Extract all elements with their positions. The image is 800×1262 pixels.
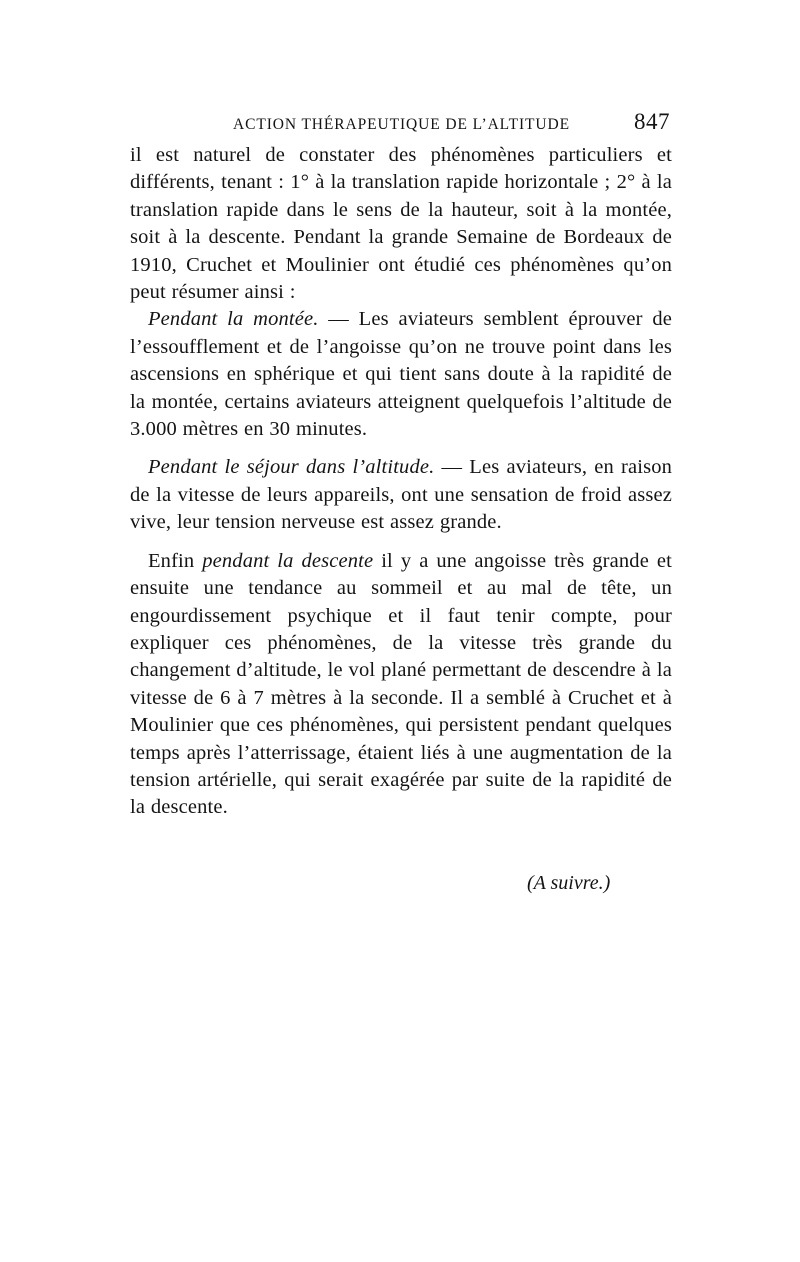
paragraph-1-text: il est naturel de constater des phénomènes particuliers et différents, tenant : 1° à la translation rapide horizontale ; 2° à la translation rapide dans le sens de la hauteur, soit à la montée, soit à la descente. Pendant la grande Semaine de Bordeaux de 1910, Cruchet et Moulinier ont étudié ces phénomènes qu’on peut résumer ainsi :	[130, 144, 672, 304]
paragraph-4-heading: pendant la descente	[202, 549, 374, 572]
paragraph-3-text: — Les aviateurs, en raison de la vitesse de leurs appareils, ont une sensation de froid assez vive, leur tension nerveuse est assez grande.	[130, 456, 673, 534]
paragraph-2-heading: Pendant la montée.	[148, 308, 319, 331]
running-title: ACTION THÉRAPEUTIQUE DE L’ALTITUDE	[233, 116, 570, 133]
paragraph-3-heading: Pendant le séjour dans l’altitude.	[148, 456, 435, 479]
continuation-note: (A suivre.)	[527, 872, 611, 894]
body-text	[130, 142, 672, 822]
paragraph-1	[130, 142, 672, 306]
paragraph-2	[130, 306, 672, 443]
paragraph-4-text: il y a une angoisse très grande et ensuite une tendance au sommeil et au mal de tête, un engourdissement psychique et il faut tenir compte, pour expliquer ces phénomènes, de la vitesse très grande du changement d’altitude, le vol plané permettant de descendre à la vitesse de 6 à 7 mètres à la seconde. Il a semblé à Cruchet et à Moulinier que ces phénomènes, qui persistent pendant quelques temps après l’atterrissage, étaient liés à une augmentation de la tension artérielle, qui serait exagérée par suite de la rapidité de la descente.	[130, 549, 672, 819]
paragraph-3	[130, 454, 672, 536]
page-number: 847	[634, 109, 670, 134]
paragraph-4	[130, 548, 672, 822]
running-head	[130, 108, 672, 142]
paragraph-4-lead: Enfin	[148, 549, 203, 572]
paragraph-2-text: — Les aviateurs semblent éprouver de l’essoufflement et de l’angoisse qu’on ne trouve point dans les ascensions en sphérique et qui tient sans doute à la rapidité de la montée, certains aviateurs atteignent quelquefois l’altitude de 3.000 mètres en 30 minutes.	[130, 308, 672, 441]
book-page	[130, 108, 673, 894]
